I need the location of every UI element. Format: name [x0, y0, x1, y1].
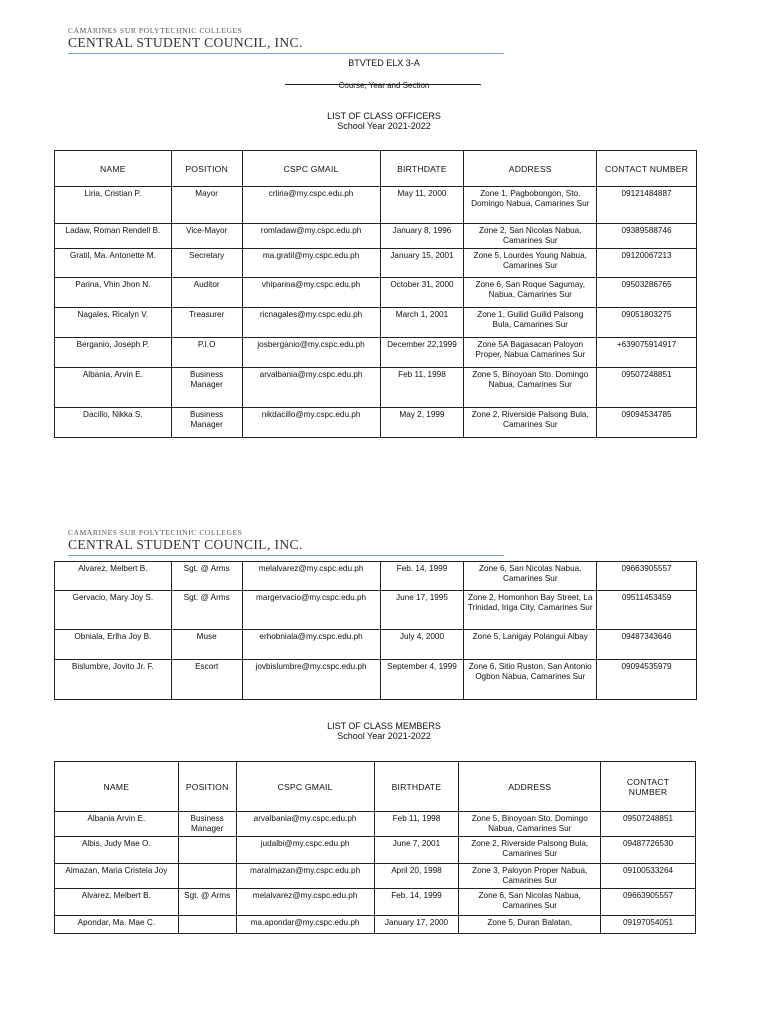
name-cell: Albania, Arvin E. — [55, 368, 172, 408]
gmail-cell: vhiparina@my.cspc.edu.ph — [242, 278, 380, 308]
col-contact: CONTACT NUMBER — [597, 151, 697, 187]
col-position: POSITION — [171, 151, 242, 187]
col-name: NAME — [55, 762, 179, 812]
college-name: CAMARINES SUR POLYTECHNIC COLLEGES — [68, 528, 243, 537]
table-row — [55, 864, 696, 889]
gmail-cell: arvalbania@my.cspc.edu.ph — [236, 812, 374, 837]
name-cell: Ladaw, Roman Rendell B. — [55, 224, 172, 249]
address-cell: Zone 6, San Nicolas Nabua, Camarines Sur — [459, 889, 601, 916]
name-cell: Alvarez, Melbert B. — [55, 889, 179, 916]
position-cell: Muse — [171, 630, 242, 660]
birthdate-cell: December 22,1999 — [380, 338, 464, 368]
members-header-row — [55, 762, 696, 812]
council-header — [68, 26, 504, 54]
gmail-cell: melalvarez@my.cspc.edu.ph — [242, 562, 380, 591]
contact-cell: 09663905557 — [597, 562, 697, 591]
position-cell: Sgt. @ Arms — [171, 562, 242, 591]
birthdate-cell: January 8, 1996 — [380, 224, 464, 249]
officers-title: LIST OF CLASS OFFICERS — [327, 111, 441, 121]
birthdate-cell: Feb. 14, 1999 — [374, 889, 459, 916]
address-cell: Zone 6, San Nicolas Nabua, Camarines Sur — [464, 562, 597, 591]
position-cell: Secretary — [171, 249, 242, 278]
gmail-cell: margervacio@my.cspc.edu.ph — [242, 591, 380, 630]
table-row — [55, 660, 697, 700]
col-birthdate: BIRTHDATE — [374, 762, 459, 812]
position-cell — [178, 837, 236, 864]
name-cell: Nagales, Ricalyn V. — [55, 308, 172, 338]
contact-cell: +639075914917 — [597, 338, 697, 368]
address-cell: Zone 1, Pagbobongon, Sto. Domingo Nabua, Camarines Sur — [464, 187, 597, 224]
col-name: NAME — [55, 151, 172, 187]
address-cell: Zone 2, San Nicolas Nabua, Camarines Sur — [464, 224, 597, 249]
table-row — [55, 224, 697, 249]
gmail-cell: josberganio@my.cspc.edu.ph — [242, 338, 380, 368]
position-cell: Mayor — [171, 187, 242, 224]
name-cell: Parina, Vhin Jhon N. — [55, 278, 172, 308]
officers-continued-table — [54, 561, 697, 700]
gmail-cell: crliria@my.cspc.edu.ph — [242, 187, 380, 224]
col-birthdate: BIRTHDATE — [380, 151, 464, 187]
contact-cell: 09487343646 — [597, 630, 697, 660]
table-row — [55, 591, 697, 630]
position-cell: Vice-Mayor — [171, 224, 242, 249]
address-cell: Zone 5, Lanigay Polangui Albay — [464, 630, 597, 660]
contact-cell: 09120067213 — [597, 249, 697, 278]
birthdate-cell: June 17, 1995 — [380, 591, 464, 630]
gmail-cell: ma.gratil@my.cspc.edu.ph — [242, 249, 380, 278]
col-gmail: CSPC GMAIL — [242, 151, 380, 187]
header-rule — [68, 53, 504, 54]
position-cell: Business Manager — [178, 812, 236, 837]
contact-cell: 09487726530 — [601, 837, 696, 864]
col-contact: CONTACT NUMBER — [601, 762, 696, 812]
name-cell: Bislumbre, Jovito Jr. F. — [55, 660, 172, 700]
name-cell: Almazan, Maria Cristela Joy — [55, 864, 179, 889]
members-table — [54, 761, 696, 934]
contact-cell: 09094534785 — [597, 408, 697, 438]
name-cell: Gervacio, Mary Joy S. — [55, 591, 172, 630]
col-address: ADDRESS — [464, 151, 597, 187]
contact-cell: 09507248851 — [601, 812, 696, 837]
birthdate-cell: January 15, 2001 — [380, 249, 464, 278]
position-cell: Escort — [171, 660, 242, 700]
birthdate-cell: April 20, 1998 — [374, 864, 459, 889]
birthdate-cell: October 31, 2000 — [380, 278, 464, 308]
table-row — [55, 187, 697, 224]
contact-cell: 09051803275 — [597, 308, 697, 338]
officers-school-year: School Year 2021-2022 — [337, 121, 431, 131]
birthdate-cell: May 2, 1999 — [380, 408, 464, 438]
position-cell: Auditor — [171, 278, 242, 308]
address-cell: Zone 2, Riverside Palsong Bula, Camarines Sur — [459, 837, 601, 864]
address-cell: Zone 6, San Roque Sagumay, Nabua, Camarines Sur — [464, 278, 597, 308]
contact-cell: 09389588746 — [597, 224, 697, 249]
name-cell: Alvarez, Melbert B. — [55, 562, 172, 591]
address-cell: Zone 5, Duran Balatan, — [459, 916, 601, 934]
gmail-cell: nikdacillo@my.cspc.edu.ph — [242, 408, 380, 438]
position-cell: Business Manager — [171, 408, 242, 438]
address-cell: Zone 5A Bagasacan Paloyon Proper, Nabua Camarines Sur — [464, 338, 597, 368]
council-header-page2 — [68, 528, 504, 556]
position-cell: Treasurer — [171, 308, 242, 338]
address-cell: Zone 2, Riverside Palsong Bula, Camarines Sur — [464, 408, 597, 438]
name-cell: Gratil, Ma. Antonette M. — [55, 249, 172, 278]
position-cell — [178, 916, 236, 934]
contact-cell: 09663905557 — [601, 889, 696, 916]
contact-cell: 09197054051 — [601, 916, 696, 934]
contact-cell: 09100533264 — [601, 864, 696, 889]
address-cell: Zone 5, Binoyoan Sto. Domingo Nabua, Camarines Sur — [464, 368, 597, 408]
name-cell: Berganio, Joseph P. — [55, 338, 172, 368]
gmail-cell: arvalbania@my.cspc.edu.ph — [242, 368, 380, 408]
table-row — [55, 338, 697, 368]
table-row — [55, 630, 697, 660]
contact-cell: 09121484887 — [597, 187, 697, 224]
birthdate-cell: March 1, 2001 — [380, 308, 464, 338]
address-cell: Zone 5, Lourdes Young Nabua, Camarines Sur — [464, 249, 597, 278]
name-cell: Obniala, Erlha Joy B. — [55, 630, 172, 660]
table-row — [55, 889, 696, 916]
birthdate-cell: July 4, 2000 — [380, 630, 464, 660]
position-cell: Sgt. @ Arms — [171, 591, 242, 630]
gmail-cell: melalvarez@my.cspc.edu.ph — [236, 889, 374, 916]
members-school-year: School Year 2021-2022 — [337, 731, 431, 741]
birthdate-cell: Feb 11, 1998 — [380, 368, 464, 408]
birthdate-cell: May 11, 2000 — [380, 187, 464, 224]
position-cell: Sgt. @ Arms — [178, 889, 236, 916]
birthdate-cell: Feb. 14, 1999 — [380, 562, 464, 591]
table-row — [55, 408, 697, 438]
name-cell: Liria, Cristian P. — [55, 187, 172, 224]
header-rule — [68, 555, 504, 556]
section-label: Course, Year and Section — [338, 81, 430, 90]
contact-cell: 09507248851 — [597, 368, 697, 408]
address-cell: Zone 2, Homonhon Bay Street, La Trinidad, Iriga City, Camarines Sur — [464, 591, 597, 630]
contact-cell: 09094535979 — [597, 660, 697, 700]
table-row — [55, 812, 696, 837]
address-cell: Zone 6, Sitio Ruston, San Antonio Ogbon Nabua, Camarines Sur — [464, 660, 597, 700]
name-cell: Albania Arvin E. — [55, 812, 179, 837]
table-row — [55, 837, 696, 864]
col-address: ADDRESS — [459, 762, 601, 812]
gmail-cell: romladaw@my.cspc.edu.ph — [242, 224, 380, 249]
name-cell: Albis, Judy Mae O. — [55, 837, 179, 864]
col-position: POSITION — [178, 762, 236, 812]
officers-header-row — [55, 151, 697, 187]
gmail-cell: ricnagales@my.cspc.edu.ph — [242, 308, 380, 338]
gmail-cell: ma.apondar@my.cspc.edu.ph — [236, 916, 374, 934]
table-row — [55, 278, 697, 308]
table-row — [55, 916, 696, 934]
gmail-cell: jovbislumbre@my.cspc.edu.ph — [242, 660, 380, 700]
birthdate-cell: June 7, 2001 — [374, 837, 459, 864]
gmail-cell: maralmazan@my.cspc.edu.ph — [236, 864, 374, 889]
gmail-cell: erhobniala@my.cspc.edu.ph — [242, 630, 380, 660]
contact-cell: 09511453459 — [597, 591, 697, 630]
section-value: BTVTED ELX 3-A — [348, 58, 420, 68]
address-cell: Zone 5, Binoyoan Sto. Domingo Nabua, Camarines Sur — [459, 812, 601, 837]
table-row — [55, 562, 697, 591]
council-name: CENTRAL STUDENT COUNCIL, INC. — [68, 537, 303, 552]
college-name: CAMARINES SUR POLYTECHNIC COLLEGES — [68, 26, 243, 35]
birthdate-cell: September 4, 1999 — [380, 660, 464, 700]
members-title: LIST OF CLASS MEMBERS — [327, 721, 441, 731]
contact-cell: 09503286765 — [597, 278, 697, 308]
birthdate-cell: January 17, 2000 — [374, 916, 459, 934]
table-row — [55, 249, 697, 278]
col-gmail: CSPC GMAIL — [236, 762, 374, 812]
position-cell: P.I.O — [171, 338, 242, 368]
table-row — [55, 308, 697, 338]
birthdate-cell: Feb 11, 1998 — [374, 812, 459, 837]
gmail-cell: judalbi@my.cspc.edu.ph — [236, 837, 374, 864]
address-cell: Zone 3, Paloyon Proper Nabua, Camarines Sur — [459, 864, 601, 889]
table-row — [55, 368, 697, 408]
name-cell: Dacillo, Nikka S. — [55, 408, 172, 438]
officers-table — [54, 150, 697, 438]
council-name: CENTRAL STUDENT COUNCIL, INC. — [68, 35, 303, 50]
position-cell: Business Manager — [171, 368, 242, 408]
position-cell — [178, 864, 236, 889]
name-cell: Apondar, Ma. Mae C. — [55, 916, 179, 934]
address-cell: Zone 1, Guilid Guilid Palsong Bula, Camarines Sur — [464, 308, 597, 338]
